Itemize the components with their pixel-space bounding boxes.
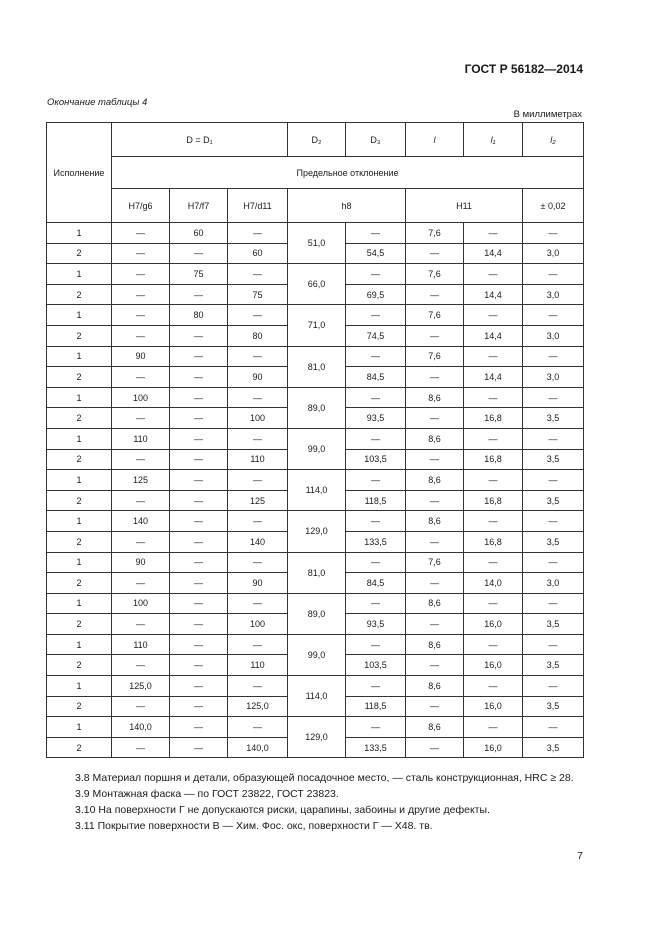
table-cell: — — [523, 511, 584, 532]
table-cell: 3,5 — [523, 655, 584, 676]
table-cell: — — [228, 428, 288, 449]
note-3-9: 3.9 Монтажная фаска — по ГОСТ 23822, ГОСТ 23823. — [75, 788, 339, 800]
table-cell: — — [112, 408, 170, 429]
table-row — [47, 470, 584, 491]
table-cell: 16,8 — [464, 531, 523, 552]
table-cell: — — [523, 387, 584, 408]
table-cell: 3,5 — [523, 696, 584, 717]
table-cell: 125,0 — [228, 696, 288, 717]
table-cell: — — [112, 655, 170, 676]
d2-cell: 99,0 — [288, 634, 346, 675]
table-cell: 7,6 — [406, 552, 464, 573]
table-cell: 3,5 — [523, 737, 584, 758]
table-cell: — — [112, 223, 170, 244]
table-cell: — — [228, 387, 288, 408]
table-cell: 3,5 — [523, 449, 584, 470]
table-cell: — — [112, 696, 170, 717]
table-cell: 14,4 — [464, 284, 523, 305]
header-variant: Исполнение — [47, 123, 112, 223]
table-cell: 1 — [47, 264, 112, 285]
table-cell: — — [406, 449, 464, 470]
table-cell: 100 — [228, 408, 288, 429]
table-cell: 93,5 — [346, 614, 406, 635]
table-cell: — — [228, 305, 288, 326]
table-cell: 75 — [170, 264, 228, 285]
table-cell: 3,0 — [523, 243, 584, 264]
table-cell: 103,5 — [346, 449, 406, 470]
table-cell: — — [464, 634, 523, 655]
table-cell: 2 — [47, 325, 112, 346]
notes-section — [47, 770, 583, 834]
table-cell: — — [170, 284, 228, 305]
table-cell: 100 — [112, 387, 170, 408]
table-cell: — — [346, 346, 406, 367]
table-cell: — — [112, 264, 170, 285]
table-cell: 103,5 — [346, 655, 406, 676]
table-cell: 80 — [170, 305, 228, 326]
table-cell: 140,0 — [112, 717, 170, 738]
table-cell: — — [170, 552, 228, 573]
units-label: В миллиметрах — [513, 109, 582, 120]
table-cell: — — [228, 676, 288, 697]
table-cell: — — [170, 408, 228, 429]
table-cell: 2 — [47, 490, 112, 511]
table-cell: 8,6 — [406, 593, 464, 614]
table-row — [47, 634, 584, 655]
table-cell: — — [346, 264, 406, 285]
header-d: D = D₁ — [112, 123, 288, 157]
table-cell: — — [170, 243, 228, 264]
table-cell: — — [523, 634, 584, 655]
table-cell: 140,0 — [228, 737, 288, 758]
table-cell: — — [346, 717, 406, 738]
table-cell: 133,5 — [346, 737, 406, 758]
table-cell: 2 — [47, 408, 112, 429]
table-cell: — — [228, 264, 288, 285]
d2-cell: 66,0 — [288, 264, 346, 305]
table-cell: 3,5 — [523, 490, 584, 511]
table-cell: 2 — [47, 614, 112, 635]
table-cell: 16,8 — [464, 408, 523, 429]
table-cell: 7,6 — [406, 305, 464, 326]
table-cell: 2 — [47, 737, 112, 758]
table-cell: 7,6 — [406, 346, 464, 367]
table-cell: — — [406, 490, 464, 511]
table-cell: — — [406, 531, 464, 552]
header-l2: l₂ — [523, 123, 584, 157]
table-cell: — — [406, 737, 464, 758]
table-row — [47, 387, 584, 408]
table-cell: — — [406, 696, 464, 717]
table-cell: — — [523, 470, 584, 491]
table-cell: 1 — [47, 552, 112, 573]
d2-cell: 129,0 — [288, 511, 346, 552]
table-cell: 16,0 — [464, 696, 523, 717]
table-cell: 1 — [47, 470, 112, 491]
table-cell: 133,5 — [346, 531, 406, 552]
tol-pm: ± 0,02 — [523, 189, 584, 223]
table-cell: — — [464, 387, 523, 408]
table-cell: — — [112, 614, 170, 635]
table-cell: 110 — [112, 428, 170, 449]
table-row — [47, 264, 584, 285]
table-cell: — — [406, 325, 464, 346]
table-cell: — — [406, 614, 464, 635]
table-row — [47, 593, 584, 614]
tol-h8: h8 — [288, 189, 406, 223]
table-cell: — — [112, 243, 170, 264]
table-cell: 8,6 — [406, 511, 464, 532]
table-row — [47, 717, 584, 738]
table-cell: 1 — [47, 676, 112, 697]
table-cell: — — [346, 676, 406, 697]
table-cell: 8,6 — [406, 387, 464, 408]
tol-h11: H11 — [406, 189, 523, 223]
table-row — [47, 511, 584, 532]
table-row — [47, 428, 584, 449]
table-cell: — — [346, 511, 406, 532]
tol-h7g6: H7/g6 — [112, 189, 170, 223]
table-cell: 3,5 — [523, 614, 584, 635]
table-cell: 8,6 — [406, 676, 464, 697]
d2-cell: 129,0 — [288, 717, 346, 758]
table-cell: — — [346, 305, 406, 326]
d2-cell: 114,0 — [288, 676, 346, 717]
table-row — [47, 223, 584, 244]
table-cell: — — [170, 490, 228, 511]
table-cell: 2 — [47, 696, 112, 717]
table-cell: — — [112, 305, 170, 326]
table-cell: 3,0 — [523, 284, 584, 305]
table-cell: — — [464, 511, 523, 532]
table-cell: — — [170, 387, 228, 408]
table-cell: 110 — [228, 655, 288, 676]
table-cell: 100 — [228, 614, 288, 635]
table-cell: — — [464, 676, 523, 697]
table-cell: — — [170, 470, 228, 491]
table-cell: — — [170, 428, 228, 449]
table-cell: 90 — [112, 552, 170, 573]
table-cell: — — [170, 614, 228, 635]
table-cell: — — [112, 449, 170, 470]
table-cell: — — [523, 305, 584, 326]
table-cell: 16,8 — [464, 449, 523, 470]
table-cell: — — [406, 284, 464, 305]
table-cell: 2 — [47, 573, 112, 594]
d2-cell: 99,0 — [288, 428, 346, 469]
table-cell: 8,6 — [406, 717, 464, 738]
table-cell: — — [523, 552, 584, 573]
d2-cell: 81,0 — [288, 552, 346, 593]
table-cell: 1 — [47, 511, 112, 532]
table-cell: 2 — [47, 655, 112, 676]
table-cell: 1 — [47, 428, 112, 449]
table-cell: — — [464, 264, 523, 285]
table-cell: 1 — [47, 634, 112, 655]
table-cell: 93,5 — [346, 408, 406, 429]
table-cell: — — [228, 223, 288, 244]
table-cell: 1 — [47, 346, 112, 367]
table-cell: — — [346, 470, 406, 491]
dimensions-table — [46, 122, 584, 758]
table-body — [47, 223, 584, 758]
table-cell: — — [464, 552, 523, 573]
table-cell: — — [346, 552, 406, 573]
table-cell: — — [228, 717, 288, 738]
table-cell: 90 — [228, 367, 288, 388]
table-cell: 84,5 — [346, 573, 406, 594]
table-cell: 1 — [47, 223, 112, 244]
table-cell: — — [523, 428, 584, 449]
note-3-8: 3.8 Материал поршня и детали, образующей посадочное место, — сталь конструкционная, HRC ≥ 28. — [75, 772, 574, 784]
table-cell: 60 — [170, 223, 228, 244]
table-cell: — — [112, 367, 170, 388]
table-cell: — — [406, 408, 464, 429]
table-cell: 2 — [47, 449, 112, 470]
header-l1: l₁ — [464, 123, 523, 157]
table-cell: — — [346, 593, 406, 614]
table-cell: — — [170, 367, 228, 388]
table-cell: — — [346, 428, 406, 449]
table-cell: 69,5 — [346, 284, 406, 305]
table-cell: 100 — [112, 593, 170, 614]
table-cell: 2 — [47, 531, 112, 552]
table-cell: 110 — [112, 634, 170, 655]
header-tolerance: Предельное отклонение — [112, 157, 584, 189]
table-cell: — — [170, 531, 228, 552]
table-cell: 16,0 — [464, 737, 523, 758]
table-cell: 8,6 — [406, 634, 464, 655]
table-cell: — — [464, 717, 523, 738]
table-cell: — — [170, 449, 228, 470]
table-cell: — — [523, 264, 584, 285]
table-cell: — — [464, 346, 523, 367]
table-cell: — — [346, 223, 406, 244]
d2-cell: 89,0 — [288, 387, 346, 428]
table-cell: 110 — [228, 449, 288, 470]
table-caption: Окончание таблицы 4 — [47, 97, 148, 108]
table-cell: — — [112, 325, 170, 346]
table-cell: — — [170, 346, 228, 367]
table-cell: 75 — [228, 284, 288, 305]
table-cell: — — [170, 593, 228, 614]
table-cell: — — [228, 511, 288, 532]
table-cell: 1 — [47, 593, 112, 614]
table-cell: 60 — [228, 243, 288, 264]
table-row — [47, 305, 584, 326]
table-cell: 125,0 — [112, 676, 170, 697]
table-cell: — — [170, 634, 228, 655]
table-cell: — — [170, 717, 228, 738]
document-header: ГОСТ Р 56182—2014 — [464, 62, 583, 76]
table-cell: 2 — [47, 243, 112, 264]
table-cell: — — [523, 346, 584, 367]
note-3-11: 3.11 Покрытие поверхности В — Хим. Фос. окс, поверхности Г — Х48. тв. — [75, 820, 433, 832]
table-cell: — — [406, 573, 464, 594]
table-cell: 125 — [112, 470, 170, 491]
table-cell: — — [170, 737, 228, 758]
table-cell: — — [464, 593, 523, 614]
table-cell: — — [346, 634, 406, 655]
table-cell: — — [228, 470, 288, 491]
table-cell: — — [523, 223, 584, 244]
table-row — [47, 346, 584, 367]
table-cell: — — [346, 387, 406, 408]
table-cell: 2 — [47, 367, 112, 388]
table-cell: 14,4 — [464, 243, 523, 264]
table-cell: — — [112, 737, 170, 758]
table-cell: — — [228, 346, 288, 367]
table-cell: 3,5 — [523, 531, 584, 552]
table-cell: — — [170, 676, 228, 697]
table-cell: 90 — [112, 346, 170, 367]
table-cell: 1 — [47, 305, 112, 326]
tol-h7f7: H7/f7 — [170, 189, 228, 223]
table-cell: 14,4 — [464, 367, 523, 388]
table-cell: 3,0 — [523, 367, 584, 388]
table-cell: 1 — [47, 717, 112, 738]
table-cell: 7,6 — [406, 223, 464, 244]
d2-cell: 114,0 — [288, 470, 346, 511]
tol-h7d11: H7/d11 — [228, 189, 288, 223]
table-cell: 14,0 — [464, 573, 523, 594]
table-cell: — — [170, 655, 228, 676]
table-cell: — — [112, 284, 170, 305]
table-cell: 16,0 — [464, 614, 523, 635]
table-cell: 140 — [112, 511, 170, 532]
header-l: l — [406, 123, 464, 157]
table-cell: — — [170, 696, 228, 717]
d2-cell: 51,0 — [288, 223, 346, 264]
table-cell: — — [112, 531, 170, 552]
table-cell: — — [406, 243, 464, 264]
table-cell: — — [406, 655, 464, 676]
header-d2: D₂ — [288, 123, 346, 157]
table-cell: 54,5 — [346, 243, 406, 264]
table-cell: 80 — [228, 325, 288, 346]
d2-cell: 81,0 — [288, 346, 346, 387]
table-cell: 125 — [228, 490, 288, 511]
table-cell: — — [170, 511, 228, 532]
table-cell: 2 — [47, 284, 112, 305]
d2-cell: 71,0 — [288, 305, 346, 346]
table-cell: 8,6 — [406, 428, 464, 449]
table-cell: 8,6 — [406, 470, 464, 491]
table-row — [47, 676, 584, 697]
table-cell: 90 — [228, 573, 288, 594]
table-cell: 118,5 — [346, 696, 406, 717]
table-cell: 16,8 — [464, 490, 523, 511]
table-cell: — — [464, 305, 523, 326]
table-cell: — — [228, 552, 288, 573]
table-cell: — — [464, 223, 523, 244]
page-number: 7 — [577, 850, 583, 862]
table-cell: 7,6 — [406, 264, 464, 285]
table-cell: — — [464, 428, 523, 449]
table-cell: — — [228, 634, 288, 655]
table-row — [47, 552, 584, 573]
d2-cell: 89,0 — [288, 593, 346, 634]
table-cell: — — [523, 676, 584, 697]
header-d3: D₃ — [346, 123, 406, 157]
table-cell: — — [228, 593, 288, 614]
table-cell: 14,4 — [464, 325, 523, 346]
table-cell: — — [112, 573, 170, 594]
table-cell: — — [523, 717, 584, 738]
table-cell: 3,0 — [523, 573, 584, 594]
table-cell: — — [464, 470, 523, 491]
table-cell: — — [406, 367, 464, 388]
note-3-10: 3.10 На поверхности Г не допускаются риски, царапины, забоины и другие дефекты. — [75, 804, 490, 816]
table-cell: 1 — [47, 387, 112, 408]
table-cell: 140 — [228, 531, 288, 552]
table-cell: — — [170, 325, 228, 346]
table-cell: — — [170, 573, 228, 594]
table-cell: 3,5 — [523, 408, 584, 429]
table-cell: 118,5 — [346, 490, 406, 511]
table-cell: 3,0 — [523, 325, 584, 346]
table-cell: — — [112, 490, 170, 511]
table-cell: 74,5 — [346, 325, 406, 346]
table-cell: 16,0 — [464, 655, 523, 676]
table-cell: 84,5 — [346, 367, 406, 388]
table-cell: — — [523, 593, 584, 614]
